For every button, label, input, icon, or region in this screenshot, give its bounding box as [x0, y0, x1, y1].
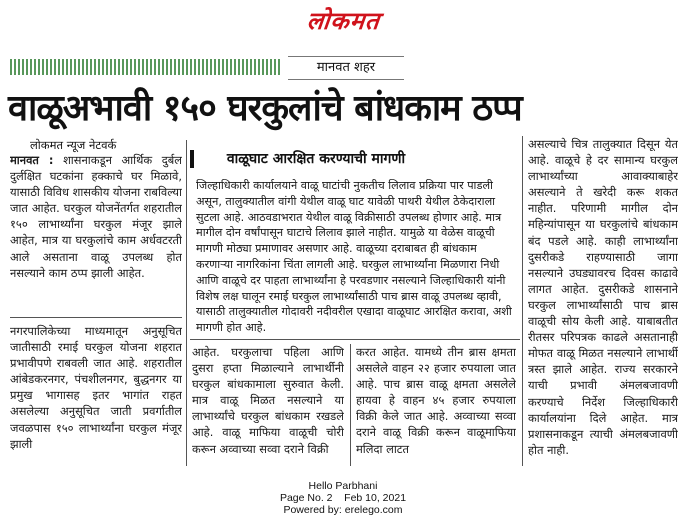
- column-divider: [186, 140, 187, 466]
- article-column-3: करत आहेत. यामध्ये तीन ब्रास क्षमता असलेले वाहन २२ हजार रुपयाला जात आहे. पाच ब्रास वाळू क्षमता असलेले हायवा हे वाहन ४५ हजार रुपयाला विक्री केले जात आहे. अव्वाच्या सव्वा दराने वाळू विक्री करून वाळूमाफिया मलिदा लाटत: [356, 345, 516, 456]
- article-byline: लोकमत न्यूज नेटवर्क: [30, 138, 117, 152]
- article-text: नगरपालिकेच्या माध्यमातून अनुसूचित जातीसाठी रमाई घरकुल योजना शहरात प्रभावीपणे राबवली जात आहे. शहरातील आंबेडकरनगर, पंचशीलनगर, बुद्धनगर या प्रमुख भागासह इतर भागांत राहत असलेल्या अनुसूचित जाती प्रवर्गातील जवळपास १५० लाभार्थ्यांना घरकुल मंजूर झाली: [10, 324, 182, 451]
- page-footer: [0, 480, 686, 516]
- footer-page-date: Page No. 2 Feb 10, 2021: [279, 492, 407, 504]
- section-band: [10, 56, 676, 78]
- article-headline: वाळूअभावी १५० घरकुलांचे बांधकाम ठप्प: [8, 88, 522, 129]
- newspaper-logo: लोकमत: [305, 7, 381, 35]
- footer-edition: Hello Parbhani: [308, 480, 378, 492]
- box-bottom-rule: [190, 339, 520, 340]
- decorative-stripes: [10, 59, 280, 75]
- box-body: जिल्हाधिकारी कार्यालयाने वाळू घाटांची नुकतीच लिलाव प्रक्रिया पार पाडली असून, तालुक्यातील वांगी येथील वाळू घाट यावेळी पाथरी येथील ठेकेदाराला सुटला आहे. आठवडाभरात येथील वाळू विक्रीसाठी उपलब्ध होणार आहे. मात्र मागील दोन वर्षांपासून घाटाचे लिलाव झाले नाहीत. यामुळे या वेळेस वाळूची मागणी मोठ्या प्रमाणावर असणार आहे. वाळूच्या दराबाबत ही बांधकाम करणाऱ्या नागरिकांना चिंता लागली आहे. घरकुल लाभार्थ्यांना मिळणारा निधी आणि वाळूचे दर पाहता लाभार्थ्यांना हे परवडणार नसल्याने जिल्हाधिकारी यांनी विशेष लक्ष घालून रमाई घरकुल लाभार्थ्यांसाठी पाच ब्रास वाळू उपलब्ध व्हावी, यासाठी तालुक्यातील गोदावरी नदीवरील एखादा वाळूघाट आरक्षित करावा, अशी मागणी होत आहे.: [196, 179, 512, 335]
- article-column-1-top: [10, 152, 182, 312]
- article-text: शासनाकडून आर्थिक दुर्बल दुर्लक्षित घटकांना हक्काचे घर मिळावे, यासाठी विविध शासकीय योजना राबविल्या जात आहेत. घरकुल योजनेंतर्गत शहरातील १५० लाभार्थ्यांना घरकुल मंजूर झाले आहेत, मात्र या घरकुलांचे काम अर्धवटरती आले असताना वाळू उपलब्ध होत नसल्याने काम ठप्प झाली आहेत.: [10, 153, 182, 280]
- column-divider: [522, 136, 523, 466]
- column-divider: [350, 344, 351, 466]
- column-divider: [10, 317, 182, 318]
- article-dateline: मानवत :: [10, 153, 54, 167]
- masthead: [0, 4, 686, 38]
- article-column-1-bottom: [10, 323, 182, 463]
- section-label: मानवत शहर: [288, 56, 404, 80]
- article-column-4: असल्याचे चित्र तालुक्यात दिसून येत आहे. वाळूचे हे दर सामान्य घरकुल लाभार्थ्यांच्या आवाक्याबाहेर असल्याने ते खरेदी करू शकत नाहीत. परिणामी मागील दोन महिन्यांपासून या घरकुलांचे बांधकाम बंद पडले आहे. काही लाभार्थ्यांना दुसरीकडे राहण्यासाठी जागा नसल्याने उघड्यावरच दिवस काढावे लागत आहेत. दुसरीकडे शासनाने घरकुल लाभार्थ्यांसाठी पाच ब्रास वाळूची सोय केली आहे. याबाबतीत रीतसर परिपत्रक काढले असतानाही मोफत वाळू मिळत नसल्याने लाभार्थी त्रस्त झाले आहेत. राज्य सरकारने याची प्रभावी अंमलबजावणी करण्याचे निर्देश जिल्हाधिकारी कार्यालयांना दिले आहेत. मात्र प्रशासनाकडून त्याची अंमलबजावणी होत नाही.: [528, 137, 678, 457]
- article-column-2: आहेत. घरकुलाचा पहिला आणि दुसरा हप्ता मिळाल्याने लाभार्थीनी घरकुल बांधकामाला सुरुवात केली. मात्र वाळू मिळत नसल्याने या लाभार्थ्यांचे घरकुल बांधकाम रखडले आहे. वाळू माफिया वाळूची चोरी करून अव्वाच्या सव्वा दराने विक्री: [192, 345, 344, 456]
- footer-powered-by: Powered by: erelego.com: [283, 504, 403, 516]
- box-title-marker: [190, 150, 194, 168]
- box-title: वाळूघाट आरक्षित करण्याची मागणी: [226, 151, 406, 167]
